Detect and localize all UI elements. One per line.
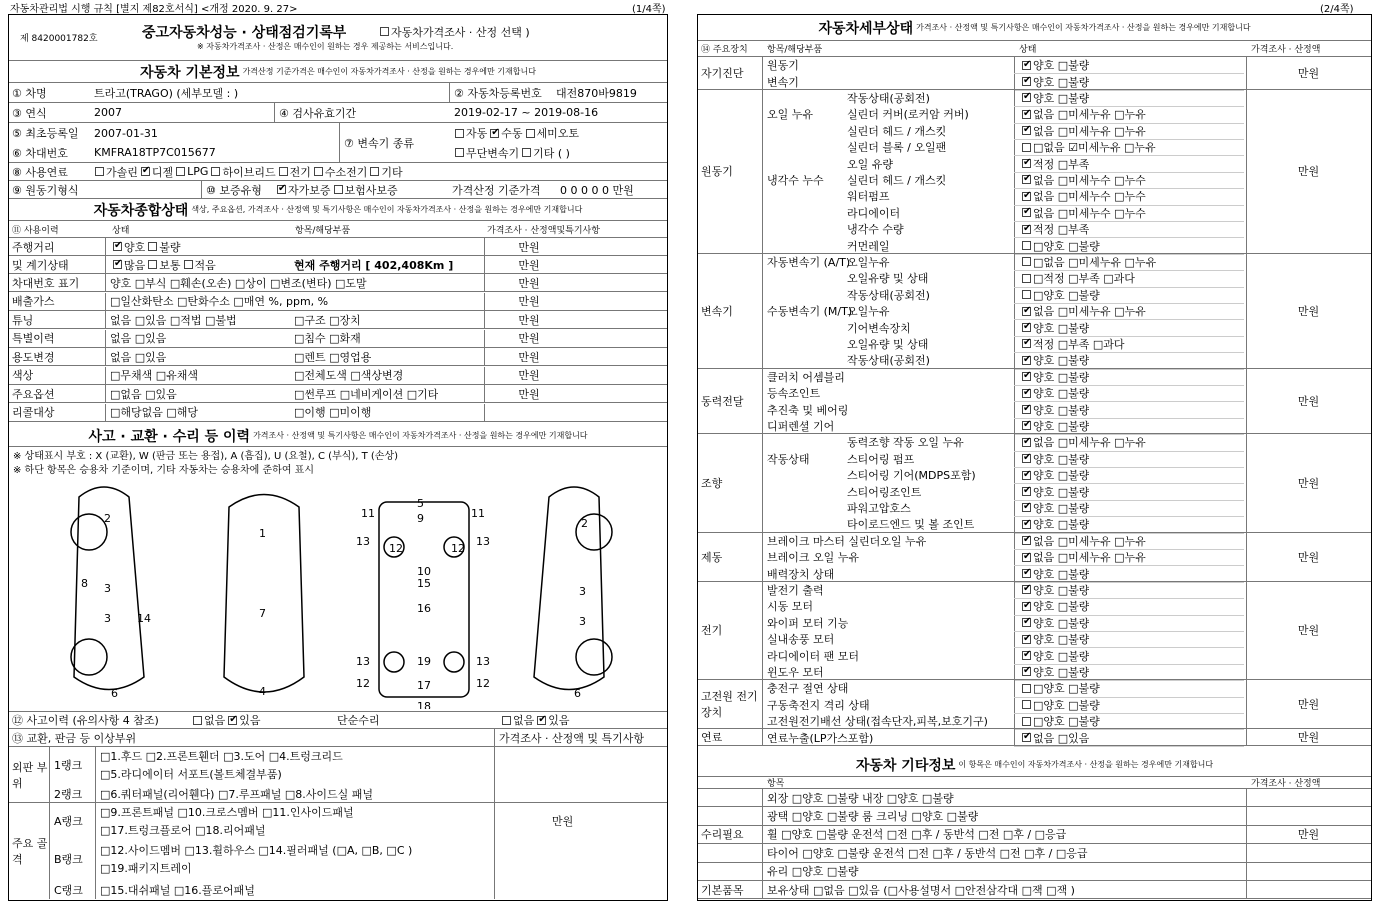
section-title: 자동차종합상태 <box>93 202 189 219</box>
first-registration: 2007-01-31 <box>94 126 158 140</box>
item-label: 원동기 <box>767 59 799 73</box>
amount: 만원 <box>1297 550 1320 564</box>
part-number: 13 <box>476 535 490 548</box>
item-label: 실린더 헤드 / 개스킷 <box>847 124 947 138</box>
item-label: 스티어링 펌프 <box>847 452 915 466</box>
row-extra: □구조 □장치 <box>294 313 361 327</box>
part-number: 12 <box>476 677 490 690</box>
part-number: 14 <box>137 612 151 625</box>
part-number: 6 <box>574 687 581 700</box>
base-price: 0 0 0 0 0 만원 <box>560 183 634 197</box>
row-label: 색상 <box>12 369 34 382</box>
summary-row <box>9 293 667 311</box>
amount: 만원 <box>1297 394 1320 408</box>
item-status: 적정 □부족 <box>1033 157 1090 171</box>
part-number: 12 <box>389 542 403 555</box>
item-label: 등속조인트 <box>767 387 821 401</box>
document-number: 제 8420001782호 <box>20 34 98 44</box>
amount: 만원 <box>1297 624 1320 638</box>
item-status: 없음 □미세누수 □누수 <box>1033 190 1146 204</box>
row-label: 주행거리 <box>12 240 55 254</box>
item-status: 양호 □불량 <box>1033 419 1090 433</box>
item-status: □양호 □불량 <box>1033 715 1100 729</box>
item-label: 오일유량 및 상태 <box>847 337 929 351</box>
car-name: 트라고(TRAGO) (세부모델 : ) <box>94 86 239 100</box>
amount: 만원 <box>552 815 574 828</box>
page-number: (2/4쪽) <box>1320 4 1354 15</box>
summary-row <box>9 311 667 329</box>
label: ⑫ 사고이력 (유의사항 4 참조) <box>12 714 159 727</box>
part-number: 9 <box>417 512 424 525</box>
row-options: □해당없음 □해당 <box>110 406 199 419</box>
group-label: 고전원 전기장치 <box>701 690 758 720</box>
amount: 만원 <box>518 258 540 272</box>
item-status: 양호 □불량 <box>1033 633 1090 647</box>
row-extra: □침수 □화재 <box>294 332 361 345</box>
part-number: 1 <box>259 527 266 540</box>
label: ② 자동차등록번호 <box>454 86 542 100</box>
row-extra: □썬루프 □네비게이션 □기타 <box>294 387 439 401</box>
model-year: 2007 <box>94 106 122 119</box>
amount: 만원 <box>518 295 540 308</box>
item-status: 양호 □불량 <box>1033 485 1090 499</box>
item-status: 양호 □불량 <box>1033 321 1090 335</box>
group-label: 조향 <box>701 476 723 490</box>
etc-row: 외장 □양호 □불량 내장 □양호 □불량 <box>698 789 1371 807</box>
item-label: 추진축 및 베어링 <box>767 403 849 417</box>
item-label: 라디에이터 팬 모터 <box>767 649 860 663</box>
subgroup-label: 작동상태 <box>767 452 810 466</box>
page-1: 제 8420001782호 중고자동차성능 · 상태점검기록부 자동차가격조사 · 산정 선택 ) ※ 자동차가격조사 · 산정은 매수인이 원하는 경우 제공하는 서비스입니다. 자동차 기본정보 가격산정 기준가격은 매수인이 자동차가격조사 · 산정을 원하는 경우에만 기재합니다 ① 차명 트라고(TRAGO) (세부모델 : ) ② 자동차등록번호 대전870바9819 ③ 연식 2007 ④ 검사유효기간 2019-02-17 ~ 2019-08-16 ⑤ 최초등록일 2007-01-31 ⑥ 차대번호 KMFRA18TP7C015677 ⑦ 변속기 종류 자동 ✔ 수동 세미오토 무단변속기 기타 ( ) ⑧ 사용연료 가솔린 ✔ 디젤 LPG 하이브리드 전기 수소전기 기타 ⑨ 원동기형식 ⑩ 보증유형 ✔ 자가보증 보험사보증 가격산정 기준가격 0 0 0 0 0 만원 자동차종합상태 색상, 주요옵션, 가격조사 · 산정액 및 특기사항은 매수인이 자동차가격조사 · 산정을 원하는 경우에만 기재합니다 ⑪ 사용이력 상태 항목/해당부품 가격조사 · 산정액및특기사항 주행거리 ✔ 양호 불량 만원 및 계기상태 ✔ 많음 보통 적음 현재 주행거리 [ 402,408Km ] 만원 차대번호 표기 양호 □부식 □훼손(오손) □상이 □변조(변타) □도말 만원 배출가스 □일산화탄소 □탄화수소 □매연 %, ppm, % 만원 튜닝 없음 □있음 □적법 □불법 □구조 □장치 만원 특별이력 없음 □있음 □침수 □화재 만원 용도변경 없음 □있음 □렌트 □영업용 만원 색상 □무채색 □유채색 □전체도색 □색상변경 만원 주요옵션 □없음 □있음 □썬루프 □네비게이션 □기타 만원 리콜대상 □해당없음 □해당 □이행 □미이행 사고 · 교환 · 수리 등 이력 가격조사 · 산정액 및 특기사항은 매수인이 자동차가격조사 · 산정을 원하는 경우에만 기재합니다 ※ 상태표시 부호 : X (교환), W (판금 또는 용접), A (흠집), U (요철), C (부식), T (손상) ※ 하단 항목은 승용차 기준이며, 기타 자동차는 승용차에 준하여 표시 2 3 8 3 14 6 1 7 4 5 9 11 11 12 12 13 13 10 15 16 13 13 12 12 19 17 18 2 3 3 6 ⑫ 사고이력 (유의사항 4 참조) 없음 ✔ 있음 단순수리 없음 ✔ 있음 ⑬ 교환, 판금 등 이상부위 가격조사 · 산정액 및 특기사항 외판 부위 1랭크 2랭크 □1.후드 □2.프론트휀더 □3.도어 □4.트렁크리드 □5.라디에이터 서포트(볼트체결부품) □6.쿼터패널(리어휀다) □7.루프패널 □8.사이드실 패널 주요 골격 A랭크 B랭크 C랭크 □9.프론트패널 □10.크로스멤버 □11.인사이드패널 □17.트렁크플로어 □18.리어패널 □12.사이드멤버 □13.휠하우스 □14.필러패널 (□A, □B, □C ) □19.패키지트레이 □15.대쉬패널 □16.플로어패널 만원 <box>8 14 668 901</box>
item-label: 실린더 헤드 / 개스킷 <box>847 173 947 187</box>
item-status: 없음 □미세누수 □누수 <box>1033 173 1146 187</box>
section-title: 자동차세부상태 <box>818 20 914 37</box>
label: ⑨ 원동기형식 <box>12 183 79 197</box>
row-label: 특별이력 <box>12 332 55 345</box>
detail-group <box>698 582 1371 680</box>
item-status: 양호 □불량 <box>1033 75 1090 89</box>
item-label: 시동 모터 <box>767 600 814 614</box>
item-label: 라디에이터 <box>847 206 901 220</box>
item-label: 배력장치 상태 <box>767 567 835 581</box>
row-options: □일산화탄소 □탄화수소 □매연 %, ppm, % <box>110 295 329 308</box>
item-label: 작동상태(공회전) <box>847 288 930 302</box>
item-status: 양호 □불량 <box>1033 354 1090 368</box>
item-label: 디퍼렌셜 기어 <box>767 419 835 433</box>
item-status: 없음 □미세누수 □누수 <box>1033 206 1146 220</box>
column-header: 상태 <box>112 225 130 236</box>
group-label: 원동기 <box>701 165 733 179</box>
column-header: ⑪ 사용이력 <box>12 225 59 236</box>
title-option: 자동차가격조사 · 산정 선택 ) <box>391 25 530 39</box>
vin: KMFRA18TP7C015677 <box>94 146 216 159</box>
amount: 만원 <box>1297 476 1320 490</box>
detail-group <box>698 254 1371 369</box>
item-status: 없음 □미세누유 □누유 <box>1033 436 1146 450</box>
amount: 만원 <box>518 276 540 290</box>
label: ⑤ 최초등록일 <box>12 127 79 140</box>
part-number: 11 <box>471 507 485 520</box>
item-status: 없음 □미세누유 □누유 <box>1033 534 1146 548</box>
item-label: 실린더 커버(로커암 커버) <box>847 108 969 122</box>
row-options: 없음 □있음 □적법 □불법 <box>110 313 237 327</box>
item-status: 양호 □불량 <box>1033 370 1090 384</box>
summary-row <box>9 330 667 348</box>
label: ⑬ 교환, 판금 등 이상부위 <box>12 731 137 745</box>
item-label: 오일누유 <box>847 305 890 319</box>
item-label: 충전구 절연 상태 <box>767 682 849 696</box>
detail-group <box>698 57 1371 90</box>
column-header: 항목/해당부품 <box>295 225 351 236</box>
item-status: 양호 □불량 <box>1033 469 1090 483</box>
group-label: 기본품목 <box>701 883 744 897</box>
part-number: 12 <box>356 677 370 690</box>
checkbox[interactable] <box>490 129 499 138</box>
item-label: 기어변속장치 <box>847 321 911 335</box>
amount: 만원 <box>1297 698 1320 712</box>
part-number: 13 <box>356 655 370 668</box>
row-extra: □이행 □미이행 <box>294 406 372 419</box>
item-label: 스티어링조인트 <box>847 485 922 499</box>
label: ⑦ 변속기 종류 <box>344 136 414 150</box>
option-label: 수동 <box>501 127 523 140</box>
item-status: 양호 □불량 <box>1033 91 1090 105</box>
item-status: 양호 □불량 <box>1033 567 1090 581</box>
amount: 만원 <box>518 332 540 345</box>
item-label: 클러치 어셈블리 <box>767 370 845 384</box>
subgroup-label: 수동변속기 (M/T) <box>767 305 853 319</box>
option-label: 기타 ( ) <box>533 146 570 160</box>
legend-note: ※ 하단 항목은 승용차 기준이며, 기타 자동차는 승용차에 준하여 표시 <box>13 465 314 476</box>
option-label: 세미오토 <box>536 127 580 140</box>
row-options: 양호 □부식 □훼손(오손) □상이 □변조(변타) □도말 <box>110 276 367 290</box>
item-label: 오일누유 <box>847 255 890 269</box>
item-label: 고전원전기배선 상태(접속단자,피복,보호기구) <box>767 715 988 729</box>
part-number: 3 <box>104 582 111 595</box>
item-label: 윈도우 모터 <box>767 665 824 679</box>
part-number: 3 <box>579 585 586 598</box>
item-label: 워터펌프 <box>847 190 890 204</box>
item-label: 브레이크 오일 누유 <box>767 551 860 565</box>
item-status: 양호 □불량 <box>1033 600 1090 614</box>
part-number: 4 <box>259 685 266 698</box>
title-note: ※ 자동차가격조사 · 산정은 매수인이 원하는 경우 제공하는 서비스입니다. <box>197 42 454 51</box>
label: 외판 부위 <box>12 760 48 790</box>
row-label: 용도변경 <box>12 350 55 364</box>
option-label: 자동 <box>466 127 488 140</box>
item-status: 양호 □불량 <box>1033 518 1090 532</box>
part-number: 3 <box>104 612 111 625</box>
etc-row: 광택 □양호 □불량 룸 크리닝 □양호 □불량 <box>698 807 1371 825</box>
part-number: 12 <box>451 542 465 555</box>
row-label: 배출가스 <box>12 295 55 308</box>
subgroup-label: 오일 누유 <box>767 108 814 122</box>
row-options: 없음 □있음 <box>110 350 167 364</box>
item-status: □양호 □불량 <box>1033 288 1100 302</box>
detail-group <box>698 729 1371 745</box>
part-number: 2 <box>104 512 111 525</box>
item-label: 오일 유량 <box>847 157 894 171</box>
part-number: 15 <box>417 577 431 590</box>
label: ③ 연식 <box>12 106 47 120</box>
label: 가격조사 · 산정액 및 특기사항 <box>499 731 644 745</box>
summary-row <box>9 348 667 366</box>
summary-row: 및 계기상태 ✔ 많음 보통 적음 현재 주행거리 [ 402,408Km ] 만원 <box>9 256 667 274</box>
item-status: 양호 □불량 <box>1033 403 1090 417</box>
part-number: 13 <box>356 535 370 548</box>
part-number: 3 <box>579 615 586 628</box>
row-label: 차대번호 표기 <box>12 276 80 290</box>
item-label: 변속기 <box>767 75 799 89</box>
item-label: 작동상태(공회전) <box>847 354 930 368</box>
group-label: 동력전달 <box>701 394 744 408</box>
amount: 만원 <box>1297 165 1320 179</box>
item-status: □양호 □불량 <box>1033 239 1100 253</box>
item-label: 연료누출(LP가스포함) <box>767 731 874 745</box>
item-status: □양호 □불량 <box>1033 682 1100 696</box>
part-number: 2 <box>581 517 588 530</box>
subgroup-label: 자동변속기 (A/T) <box>767 255 851 269</box>
inspection-period: 2019-02-17 ~ 2019-08-16 <box>454 106 599 119</box>
amount: 만원 <box>518 350 540 364</box>
section-title: 자동차 기타정보 <box>855 757 956 774</box>
part-number: 8 <box>81 577 88 590</box>
etc-row: 보유상태 □없음 □있음 (□사용설명서 □안전삼각대 □잭 □잭 ) 기본품목 <box>698 881 1371 899</box>
item-label: 타이로드엔드 및 볼 조인트 <box>847 518 975 532</box>
option-label: 무단변속기 <box>466 146 520 160</box>
row-options: □무채색 □유채색 <box>110 369 199 382</box>
amount: 만원 <box>518 387 540 401</box>
etc-row: 타이어 □양호 □불량 운전석 □전 □후 / 동반석 □전 □후 / □응급 <box>698 844 1371 862</box>
car-diagram <box>49 477 629 709</box>
item-status: 없음 □미세누유 □누유 <box>1033 305 1146 319</box>
group-label: 연료 <box>701 731 723 745</box>
amount: 만원 <box>1297 66 1320 80</box>
group-label: 자기진단 <box>701 66 744 80</box>
page-number: (1/4쪽) <box>632 4 666 15</box>
label: ① 차명 <box>12 86 47 100</box>
part-number: 7 <box>259 607 266 620</box>
detail-group <box>698 369 1371 435</box>
item-status: 적정 □부족 □과다 <box>1033 337 1125 351</box>
item-status: 양호 □불량 <box>1033 583 1090 597</box>
part-number: 17 <box>417 679 431 692</box>
item-status: 양호 □불량 <box>1033 649 1090 663</box>
subgroup-label: 냉각수 누수 <box>767 173 824 187</box>
row-extra: □렌트 □영업용 <box>294 350 372 364</box>
label: ⑥ 차대번호 <box>12 146 68 160</box>
item-status: □양호 □불량 <box>1033 698 1100 712</box>
amount: 만원 <box>1297 828 1320 842</box>
label: ⑧ 사용연료 <box>12 165 68 179</box>
detail-group <box>698 680 1371 729</box>
part-number: 11 <box>361 507 375 520</box>
fuel-options: 가솔린 ✔ 디젤 LPG 하이브리드 전기 수소전기 기타 <box>89 163 403 180</box>
section-title: 사고 · 교환 · 수리 등 이력 <box>88 428 251 445</box>
summary-row: 주행거리 ✔ 양호 불량 만원 <box>9 238 667 256</box>
amount: 만원 <box>1297 731 1320 745</box>
group-label: 제동 <box>701 550 723 564</box>
item-status: □없음 ☑미세누유 □누유 <box>1033 141 1156 155</box>
summary-row <box>9 404 667 422</box>
summary-row <box>9 274 667 292</box>
item-label: 실린더 블록 / 오일팬 <box>847 141 947 155</box>
item-label: 파워고압호스 <box>847 501 911 515</box>
amount: 만원 <box>518 240 540 254</box>
section-note: 가격산정 기준가격은 매수인이 자동차가격조사 · 산정을 원하는 경우에만 기재합니다 <box>242 67 536 76</box>
row-label: 리콜대상 <box>12 406 55 419</box>
item-status: 없음 □미세누유 □누유 <box>1033 108 1146 122</box>
item-label: 커먼레일 <box>847 239 890 253</box>
etc-row: 휠 □양호 □불량 운전석 □전 □후 / 동반석 □전 □후 / □응급 수리필요 만원 <box>698 826 1371 844</box>
item-status: 없음 □미세누유 □누유 <box>1033 551 1146 565</box>
item-status: 양호 □불량 <box>1033 616 1090 630</box>
group-label: 수리필요 <box>701 828 744 842</box>
amount: 만원 <box>518 313 540 327</box>
summary-row <box>9 385 667 403</box>
summary-row <box>9 367 667 385</box>
item-status: □없음 □미세누유 □누유 <box>1033 255 1157 269</box>
item-status: 없음 □미세누유 □누유 <box>1033 124 1146 138</box>
item-label: 와이퍼 모터 기능 <box>767 616 849 630</box>
item-label: 발전기 출력 <box>767 583 824 597</box>
item-label: 오일유량 및 상태 <box>847 272 929 286</box>
mileage: 현재 주행거리 [ 402,408Km ] <box>294 258 454 272</box>
column-header: 가격조사 · 산정액및특기사항 <box>487 225 600 236</box>
part-number: 19 <box>417 655 431 668</box>
detail-group <box>698 434 1371 532</box>
item-label: 냉각수 수량 <box>847 223 904 237</box>
item-status: 없음 □있음 <box>1033 731 1090 745</box>
item-label: 스티어링 기어(MDPS포함) <box>847 469 976 483</box>
amount: 만원 <box>518 369 540 382</box>
row-label: 튜닝 <box>12 313 34 327</box>
item-status: 양호 □불량 <box>1033 501 1090 515</box>
item-status: 적정 □부족 <box>1033 223 1090 237</box>
detail-group <box>698 533 1371 582</box>
row-options: 없음 □있음 <box>110 332 167 345</box>
regulation-header: 자동차관리법 시행 규칙 [별지 제82호서식] <개정 2020. 9. 27> <box>10 4 298 15</box>
item-label: 브레이크 마스터 실린더오일 누유 <box>767 534 927 548</box>
part-number: 6 <box>111 687 118 700</box>
item-label: 구동축전지 격리 상태 <box>767 698 870 712</box>
label: 주요 골격 <box>12 837 48 866</box>
plate-number: 대전870바9819 <box>556 86 637 100</box>
item-label: 실내송풍 모터 <box>767 633 835 647</box>
item-status: 양호 □불량 <box>1033 665 1090 679</box>
item-label: 작동상태(공회전) <box>847 91 930 105</box>
label: ④ 검사유효기간 <box>279 106 357 120</box>
part-number: 18 <box>417 700 431 709</box>
part-number: 5 <box>417 497 424 510</box>
row-options: □없음 □있음 <box>110 387 177 401</box>
item-status: □적정 □부족 □과다 <box>1033 272 1135 286</box>
etc-row: 유리 □양호 □불량 <box>698 863 1371 881</box>
item-status: 양호 □불량 <box>1033 387 1090 401</box>
row-extra: □전체도색 □색상변경 <box>294 369 404 382</box>
part-number: 16 <box>417 602 431 615</box>
page-2: 자동차세부상태 가격조사 · 산정액 및 특기사항은 매수인이 자동차가격조사 · 산정을 원하는 경우에만 기재합니다 ⑭ 주요장치 항목/해당부품 상태 가격조사 · 산정액 자기진단 만원 원동기 ✔ 양호 □불량 변속기 ✔ 양호 □불량 원동기 만원 작동상태(공회전) ✔ 양호 □불량 오일 누유 실린더 커버(로커암 커버) ✔ 없음 □미세누유 □누유 실린더 헤드 / 개스킷 ✔ 없음 □미세누유 □누유 실린더 블록 / 오일팬 □없음 ☑미세누유 □누유 오일 유량 ✔ 적정 □부족 냉각수 누수 실린더 헤드 / 개스킷 ✔ 없음 □미세누수 □누수 워터펌프 ✔ 없음 □미세누수 □누수 라디에이터 ✔ 없음 □미세누수 □누수 냉각수 수량 ✔ 적정 □부족 커먼레일 □양호 □불량 변속기 만원 자동변속기 (A/T) 오일누유 □없음 □미세누유 □누유 오일유량 및 상태 □적정 □부족 □과다 작동상태(공회전) □양호 □불량 수동변속기 (M/T) 오일누유 ✔ 없음 □미세누유 □누유 기어변속장치 ✔ 양호 □불량 오일유량 및 상태 ✔ 적정 □부족 □과다 작동상태(공회전) ✔ 양호 □불량 동력전달 만원 클러치 어셈블리 ✔ 양호 □불량 등속조인트 ✔ 양호 □불량 추진축 및 베어링 ✔ 양호 □불량 디퍼렌셜 기어 ✔ 양호 □불량 조향 만원 동력조향 작동 오일 누유 ✔ 없음 □미세누유 □누유 작동상태 스티어링 펌프 ✔ 양호 □불량 스티어링 기어(MDPS포함) ✔ 양호 □불량 스티어링조인트 ✔ 양호 □불량 파워고압호스 ✔ 양호 □불량 타이로드엔드 및 볼 조인트 ✔ 양호 □불량 제동 만원 브레이크 마스터 실린더오일 누유 ✔ 없음 □미세누유 □누유 브레이크 오일 누유 ✔ 없음 □미세누유 □누유 배력장치 상태 ✔ 양호 □불량 전기 만원 발전기 출력 ✔ 양호 □불량 시동 모터 ✔ 양호 □불량 와이퍼 모터 기능 ✔ 양호 □불량 실내송풍 모터 ✔ 양호 □불량 라디에이터 팬 모터 ✔ 양호 □불량 윈도우 모터 ✔ 양호 □불량 고전원 전기장치 만원 충전구 절연 상태 □양호 □불량 구동축전지 격리 상태 □양호 □불량 고전원전기배선 상태(접속단자,피복,보호기구) □양호 □불량 연료 만원 연료누출(LP가스포함) ✔ 없음 □있음 자동차 기타정보 이 항목은 매수인이 자동차가격조사 · 산정을 원하는 경우에만 기재합니다 항목 가격조사 · 산정액 외장 □양호 □불량 내장 □양호 □불량 광택 □양호 □불량 룸 크리닝 □양호 □불량 휠 □양호 □불량 운전석 □전 □후 / 동반석 □전 □후 / □응급 수리필요 만원 타이어 □양호 □불량 운전석 □전 □후 / 동반석 □전 □후 / □응급 유리 □양호 □불량 보유상태 □없음 □있음 (□사용설명서 □안전삼각대 □잭 □잭 ) 기본품목 <box>697 14 1372 901</box>
part-number: 10 <box>417 565 431 578</box>
amount: 만원 <box>1297 304 1320 318</box>
detail-group <box>698 90 1371 254</box>
group-label: 변속기 <box>701 304 733 318</box>
amount <box>484 404 574 421</box>
item-status: 양호 □불량 <box>1033 452 1090 466</box>
label: 가격산정 기준가격 <box>452 183 541 197</box>
label: ⑩ 보증유형 <box>206 183 262 197</box>
item-label: 동력조향 작동 오일 누유 <box>847 436 964 450</box>
group-label: 전기 <box>701 624 723 638</box>
item-status: 양호 □불량 <box>1033 59 1090 73</box>
document-title: 중고자동차성능 · 상태점검기록부 <box>142 24 347 41</box>
legend-note: ※ 상태표시 부호 : X (교환), W (판금 또는 용접), A (흠집), U (요철), C (부식), T (손상) <box>13 451 399 462</box>
row-label: 주요옵션 <box>12 387 55 401</box>
row-label: 및 계기상태 <box>12 258 69 272</box>
section-title: 자동차 기본정보 <box>140 64 240 81</box>
label: 단순수리 <box>337 714 380 727</box>
part-number: 13 <box>476 655 490 668</box>
